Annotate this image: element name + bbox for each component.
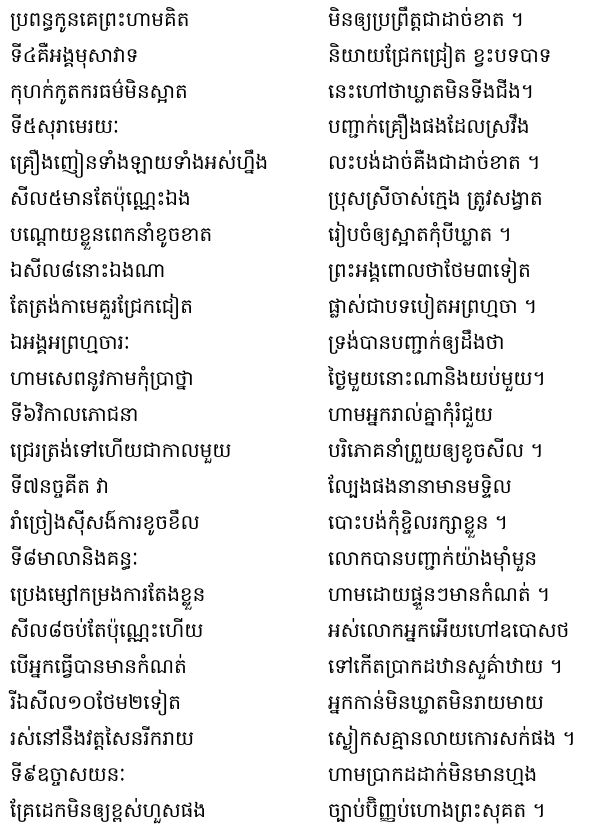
verse-line-left: ប្រពន្ធកូនគេព្រះហាមគិត bbox=[10, 7, 190, 31]
verse-line-right: ព្រះអង្គពោលថាថែម៣ទៀត bbox=[328, 258, 531, 282]
verse-line-left: ទី៥សុរាមេរយៈ bbox=[10, 114, 120, 138]
verse-line-right: អស់លោកអ្នកអើយហៅឧបោសថ bbox=[328, 618, 570, 642]
verse-row bbox=[0, 324, 600, 360]
verse-row bbox=[0, 576, 600, 612]
verse-line-left: រីឯសីល១០ថែម២ទៀត bbox=[10, 690, 181, 714]
verse-line-left: ឯសីល៨នោះឯងណា bbox=[10, 258, 166, 282]
verse-row bbox=[0, 180, 600, 216]
verse-line-right: ទ្រង់បានបញ្ជាក់ឲ្យដឹងថា bbox=[328, 330, 505, 354]
verse-line-right: និយាយជ្រែកជ្រៀត ខ្វះបទបាទ bbox=[328, 43, 552, 67]
verse-row bbox=[0, 432, 600, 468]
verse-row bbox=[0, 288, 600, 324]
verse-row bbox=[0, 612, 600, 648]
verse-line-right: ហាមប្រាកដដាក់មិនមានហ្មង bbox=[328, 762, 538, 786]
verse-line-left: ទី៩ឧច្ចាសយនៈ bbox=[10, 762, 126, 786]
verse-line-right: ថ្ងៃមួយនោះណានិងយប់មួយ។ bbox=[328, 366, 546, 390]
verse-line-left: រស់នៅនឹងវត្តសៃនរីករាយ bbox=[10, 726, 195, 750]
verse-row bbox=[0, 108, 600, 144]
verse-line-left: ឯអង្គអព្រហ្មចារៈ bbox=[10, 330, 130, 354]
verse-row bbox=[0, 1, 600, 37]
verse-line-left: គ្រែដេកមិនឲ្យខ្ពស់ហួសផង bbox=[10, 798, 206, 822]
verse-line-right: ច្បាប់ប៊ិញ្ញប់ហោងព្រះសុគត ។ bbox=[328, 798, 546, 822]
verse-row bbox=[0, 468, 600, 504]
verse-row bbox=[0, 504, 600, 540]
verse-line-right: ទៅកើតប្រាកដឋានសួគ៌ាឋាយ ។ bbox=[328, 654, 563, 678]
verse-line-right: លោកបានបញ្ជាក់យ៉ាងម៉ាំមួន bbox=[328, 546, 538, 570]
verse-line-left: បណ្ដោយខ្លួនពេកនាំខូចខាត bbox=[10, 222, 213, 246]
verse-line-left: បើអ្នកធ្វើបានមានកំណត់ bbox=[10, 654, 187, 678]
verse-row bbox=[0, 684, 600, 720]
verse-line-left: សីល៨ចប់តែប៉ុណ្ណេះហើយ bbox=[10, 618, 204, 642]
verse-row bbox=[0, 720, 600, 756]
verse-row bbox=[0, 792, 600, 828]
verse-row bbox=[0, 360, 600, 396]
verse-line-left: ទី៤គឺអង្គមុសាវាទ bbox=[10, 43, 139, 67]
verse-line-left: សីល៥មានតែប៉ុណ្ណេះឯង bbox=[10, 186, 191, 210]
verse-line-left: ទី៧នច្ចគីត វា bbox=[10, 474, 109, 498]
verse-line-left: រាំច្រៀងស៊ីសង៍ការខូចខឹល bbox=[10, 510, 200, 534]
verse-row bbox=[0, 396, 600, 432]
verse-line-right: ស្ងៀកសគ្មានលាយកោរសក់ផង ។ bbox=[328, 726, 576, 750]
verse-row bbox=[0, 252, 600, 288]
verse-line-left: ជ្រេរត្រង់ទៅហើយជាកាលមួយ bbox=[10, 438, 232, 462]
verse-line-right: ហាមដោយផ្ទួនៗមានកំណត់ ។ bbox=[328, 582, 551, 606]
verse-line-right: ហាមអ្នករាល់គ្នាកុំរំជួយ bbox=[328, 402, 494, 426]
verse-row bbox=[0, 648, 600, 684]
verse-line-left: តែត្រង់កាមេគួរជ្រែកជៀត bbox=[10, 294, 193, 318]
verse-line-left: ហាមសេពនូវកាមកុំប្រាថ្នា bbox=[10, 366, 194, 390]
verse-line-right: អ្នកកាន់មិនឃ្លាតមិនរាយមាយ bbox=[328, 690, 544, 714]
verse-line-right: ប្រុសស្រីចាស់ក្មេង ត្រូវសង្វាត bbox=[328, 186, 543, 210]
verse-row bbox=[0, 756, 600, 792]
verse-row bbox=[0, 540, 600, 576]
verse-line-right: បោះបង់កុំខ្ចិលរក្សាខ្លួន ។ bbox=[328, 510, 508, 534]
verse-line-left: កុហក់កូតករធម៌មិនស្អាត bbox=[10, 79, 188, 103]
verse-row bbox=[0, 216, 600, 252]
verse-line-right: លះបង់ដាច់គឺងជាដាច់ខាត ។ bbox=[328, 150, 541, 174]
verse-line-right: នេះហៅថាឃ្លាតមិនទីងជីង។ bbox=[328, 79, 535, 103]
verse-line-left: ប្រេងម្សៅកម្រងការតែងខ្លួន bbox=[10, 582, 206, 606]
verse-line-right: រៀបចំឲ្យស្អាតកុំបីឃ្លាត ។ bbox=[328, 222, 512, 246]
verse-line-left: ទី៦វិកាលភោជនា bbox=[10, 402, 139, 426]
verse-line-left: គ្រឿងញៀនទាំងឡាយទាំងអស់ហ្នឹង bbox=[10, 150, 269, 174]
verse-line-right: មិនឲ្យប្រព្រឹត្តជាដាច់ខាត ។ bbox=[328, 7, 525, 31]
verse-line-right: បញ្ជាក់គ្រឿងផងដែលស្រវឹង bbox=[328, 114, 530, 138]
verse-line-right: ផ្លាស់ជាបទបៀតអព្រហ្មចា ។ bbox=[328, 294, 538, 318]
verse-row bbox=[0, 144, 600, 180]
verse-line-right: ល្បែងផងនានាមានមទ្ទិល bbox=[328, 474, 512, 498]
verse-row bbox=[0, 73, 600, 109]
verse-row bbox=[0, 37, 600, 73]
verse-line-left: ទី៨មាលានិងគន្ធៈ bbox=[10, 546, 139, 570]
verse-line-right: បរិភោគនាំព្រួយឲ្យខូចសីល ។ bbox=[328, 438, 544, 462]
